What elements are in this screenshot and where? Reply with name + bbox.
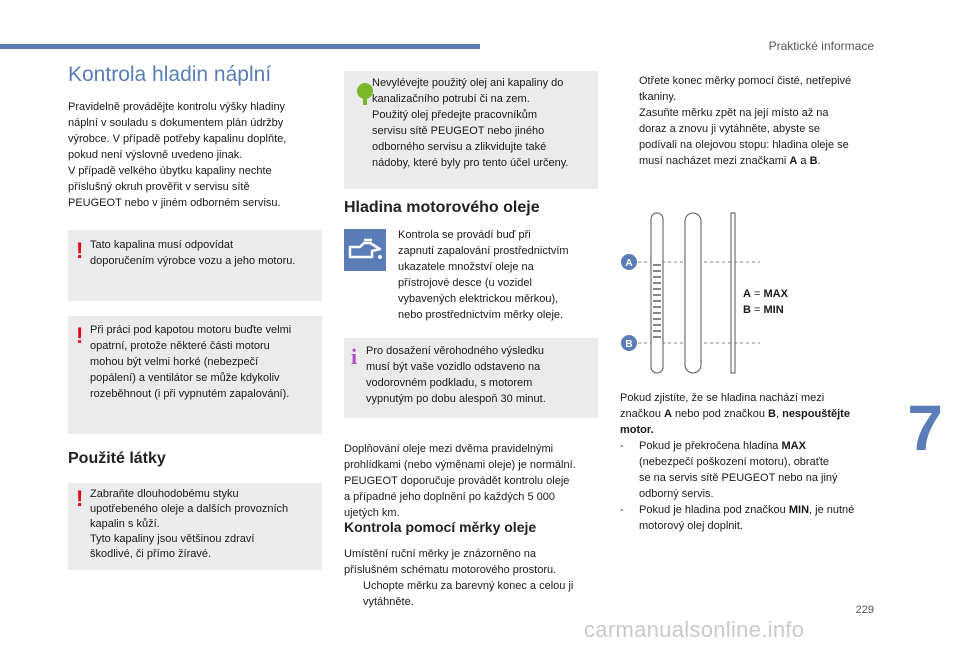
text-line: V případě velkého úbytku kapaliny nechte — [68, 165, 272, 177]
text-line: Zasuňte měrku zpět na její místo až na — [639, 107, 829, 119]
list-item — [620, 502, 882, 534]
text-line: škodlivé, či přímo žíravé. — [90, 548, 212, 560]
warning-box-skin — [68, 483, 322, 570]
text-line: Pokud je překročena hladina MAX — [639, 440, 806, 452]
text-line: kanalizačního potrubí či na zem. — [372, 93, 530, 105]
dipstick-legend — [743, 286, 788, 318]
text-line: Tato kapalina musí odpovídat — [90, 239, 234, 251]
text-line: odborný servis. — [639, 488, 714, 500]
list-item — [620, 438, 882, 502]
location-text — [344, 546, 600, 578]
bullet-marker: - — [620, 440, 624, 452]
text-line: a případné jeho doplnění po každých 5 000 — [344, 491, 555, 503]
warning-icon: ! — [76, 486, 84, 511]
text-line: mohou být velmi horké (nebezpečí — [90, 356, 259, 368]
oil-can-icon — [344, 229, 386, 271]
text-line: přístrojové desce (u vozidel — [398, 277, 532, 289]
text-line: servisu sítě PEUGEOT nebo jiného — [372, 125, 545, 137]
text-line: příslušném schématu motorového prostoru. — [344, 564, 557, 576]
section-title-substances: Použité látky — [68, 450, 166, 467]
text-line: vytáhněte. — [363, 596, 414, 608]
section-title-oil: Hladina motorového oleje — [344, 199, 540, 216]
text-line: Uchopte měrku za barevný konec a celou ji — [363, 580, 574, 592]
refill-paragraph — [344, 441, 600, 521]
warning-text — [90, 237, 320, 269]
result-paragraph — [620, 390, 882, 438]
text-line: Při práci pod kapotou motoru buďte velmi — [90, 324, 292, 336]
text-line: nebo prostřednictvím měrky oleje. — [398, 309, 564, 321]
section-header: Praktické informace — [768, 39, 874, 53]
text-line: Otřete konec měrky pomocí čisté, netřepivé — [639, 75, 852, 87]
info-box — [344, 338, 598, 418]
header-bar — [0, 44, 480, 49]
info-text — [366, 343, 596, 407]
legend-min: B = MIN — [743, 304, 784, 316]
marker-a-label: A — [625, 258, 633, 269]
text-line: vybavených elektrickou měrkou), — [398, 293, 559, 305]
eco-note-box — [344, 71, 598, 189]
text-line: výrobce. V případě potřeby kapalinu doplňte, — [68, 133, 287, 145]
text-line: vypnutým po dobu alespoň 30 minut. — [366, 393, 546, 405]
oil-check-text — [398, 227, 598, 323]
text-line: pokud není výslovně uvedeno jinak. — [68, 149, 243, 161]
text-line: prohlídkami (nebo výměnami oleje) je normální. — [344, 459, 576, 471]
text-line: doporučením výrobce vozu a jeho motoru. — [90, 255, 296, 267]
text-line: kapalin s kůží. — [90, 518, 160, 530]
text-line: Kontrola se provádí buď při — [398, 229, 531, 241]
text-line: ukazatele množství oleje na — [398, 261, 534, 273]
steps-list — [620, 73, 882, 169]
list-item — [344, 578, 600, 610]
text-line: opatrní, protože některé části motoru — [90, 340, 270, 352]
text-line: Pokud zjistíte, že se hladina nachází mezi — [620, 392, 825, 404]
list-item — [620, 105, 882, 169]
text-line: popálení) a ventilátor se může kdykoliv — [90, 372, 280, 384]
page-title: Kontrola hladin náplní — [68, 63, 272, 86]
text-line: náplní v souladu s dokumentem plán údržby — [68, 117, 284, 129]
text-line: Pravidelně provádějte kontrolu výšky hladiny — [68, 101, 286, 113]
text-line: rozeběhnout (i při vypnutém zapalování). — [90, 388, 290, 400]
text-line: PEUGEOT nebo v jiném odborném servisu. — [68, 197, 281, 209]
text-line: tkaniny. — [639, 91, 677, 103]
text-line: PEUGEOT doporučuje provádět kontrolu oleje — [344, 475, 570, 487]
text-line: motor. — [620, 424, 654, 436]
page-number: 229 — [855, 604, 874, 616]
text-line: ujetých km. — [344, 507, 400, 519]
warning-icon: ! — [76, 323, 84, 348]
info-icon: i — [351, 344, 358, 369]
marker-b-label: B — [625, 339, 633, 350]
watermark: carmanualsonline.info — [584, 617, 805, 642]
text-line: musí nacházet mezi značkami A a B. — [639, 155, 821, 167]
text-line: Doplňování oleje mezi dvěma pravidelnými — [344, 443, 554, 455]
text-line: se na servis sítě PEUGEOT nebo na jiný — [639, 472, 838, 484]
text-line: zapnutí zapalování prostřednictvím — [398, 245, 569, 257]
section-title-dipstick: Kontrola pomocí měrky oleje — [344, 519, 537, 535]
steps-list — [344, 578, 600, 610]
text-line: Použitý olej předejte pracovníkům — [372, 109, 538, 121]
text-line: Zabraňte dlouhodobému styku — [90, 488, 239, 500]
text-line: (nebezpečí poškození motoru), obraťte — [639, 456, 830, 468]
bullet-marker: - — [620, 504, 624, 516]
list-item — [620, 73, 882, 105]
warning-box-fluid — [68, 230, 322, 301]
warning-text — [90, 487, 320, 562]
text-line: musí být vaše vozidlo odstaveno na — [366, 361, 541, 373]
text-line: doraz a znovu ji vytáhněte, abyste se — [639, 123, 820, 135]
warning-text — [90, 322, 320, 402]
text-line: vodorovném podkladu, s motorem — [366, 377, 533, 389]
text-line: Umístění ruční měrky je znázorněno na — [344, 548, 536, 560]
action-bullets — [620, 438, 882, 534]
warning-icon: ! — [76, 238, 84, 263]
warning-box-hot — [68, 316, 322, 434]
legend-max: A = MAX — [743, 288, 788, 300]
chapter-number: 7 — [907, 392, 943, 464]
text-line: Pokud je hladina pod značkou MIN, je nutné — [639, 504, 855, 516]
text-line: nádoby, které byly pro tento účel určeny. — [372, 157, 569, 169]
text-line: motorový olej doplnit. — [639, 520, 743, 532]
text-line: Pro dosažení věrohodného výsledku — [366, 345, 544, 357]
text-line: upotřebeného oleje a dalších provozních — [90, 503, 289, 515]
text-line: značkou A nebo pod značkou B, nespouštějte — [620, 408, 850, 420]
text-line: Nevylévejte použitý olej ani kapaliny do — [372, 77, 564, 89]
text-line: odborného servisu a zlikvidujte také — [372, 141, 547, 153]
text-line: příslušný okruh prověřit v servisu sítě — [68, 181, 250, 193]
text-line: Tyto kapaliny jsou většinou zdraví — [90, 533, 255, 545]
text-line: podívali na olejovou stopu: hladina oleje se — [639, 139, 849, 151]
eco-note-text — [372, 75, 596, 171]
intro-paragraph — [68, 99, 328, 211]
